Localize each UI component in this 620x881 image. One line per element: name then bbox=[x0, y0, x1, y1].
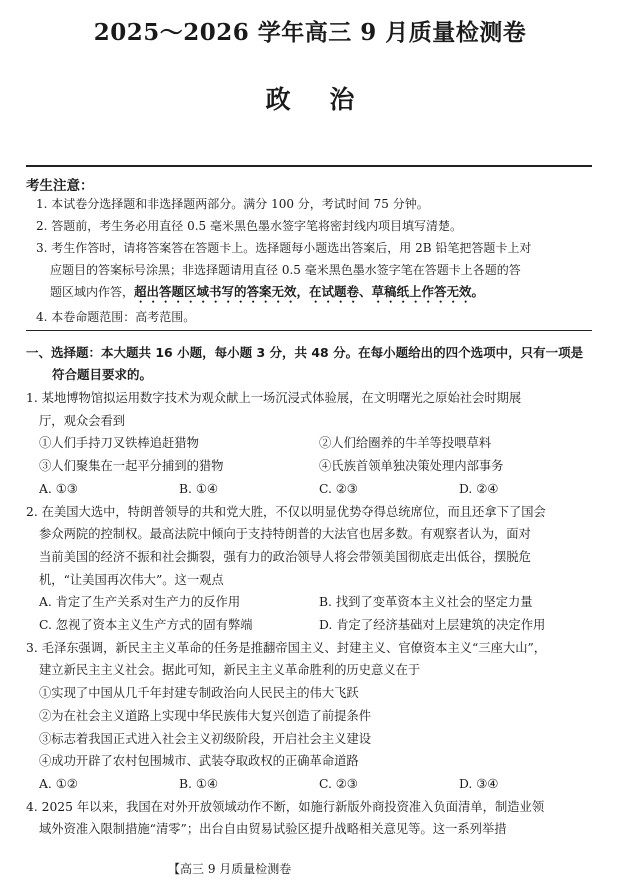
question-stem: 机，“让美国再次伟大”。这一观点 bbox=[39, 572, 224, 587]
notice-item: 3. 考生作答时，请将答案答在答题卡上。选择题每小题选出答案后，用 2B 铅笔把答题卡上对 bbox=[36, 241, 532, 255]
option-c: C. ②③ bbox=[319, 481, 358, 496]
section-instruction-cont: 符合题目要求的。 bbox=[52, 367, 153, 382]
notice-item: 4. 本卷命题范围：高考范围。 bbox=[36, 310, 196, 324]
statement: ③人们聚集在一起平分捕到的猎物 bbox=[39, 459, 224, 474]
option-b: B. 找到了变革资本主义社会的坚定力量 bbox=[319, 595, 533, 610]
bottom-divider bbox=[26, 330, 592, 331]
option-row bbox=[26, 591, 601, 614]
option-d: D. 肯定了经济基础对上层建筑的决定作用 bbox=[319, 618, 546, 633]
statement-row bbox=[26, 432, 601, 455]
statement: ③标志着我国正式进入社会主义初级阶段，开启社会主义建设 bbox=[39, 731, 372, 746]
notice-item bbox=[36, 281, 592, 306]
notice-emphasis: 超出答题区域书写的答案无效，在试题卷、草稿纸上作答无效。 bbox=[134, 284, 485, 299]
section-instruction: 一、选择题：本大题共 16 小题，每小题 3 分，共 48 分。在每小题给出的四个选项中，只有一项是 bbox=[26, 345, 584, 360]
exam-title: 2025～2026 学年高三 9 月质量检测卷 bbox=[93, 19, 527, 46]
notice-item-text: 题区域内作答， bbox=[50, 285, 135, 299]
option-a: A. 肯定了生产关系对生产力的反作用 bbox=[39, 595, 241, 610]
statement: ②为在社会主义道路上实现中华民族伟大复兴创造了前提条件 bbox=[39, 708, 372, 723]
question-3 bbox=[26, 637, 601, 796]
statement: ①实现了中国从几千年封建专制政治向人民民主的伟大飞跃 bbox=[39, 686, 359, 701]
option-c: C. ②③ bbox=[319, 776, 358, 791]
option-d: D. ②④ bbox=[459, 481, 499, 496]
question-stem: 参众两院的控制权。最高法院中倾向于支持特朗普的大法官也居多数。有观察者认为，面对 bbox=[39, 527, 531, 542]
option-row bbox=[26, 773, 601, 796]
section-header bbox=[26, 342, 596, 386]
question-stem: 当前美国的经济不振和社会撕裂，强有力的政治领导人将会带领美国彻底走出低谷，摆脱危 bbox=[39, 549, 531, 564]
option-d: D. ③④ bbox=[459, 776, 499, 791]
notice-title: 考生注意： bbox=[26, 178, 94, 194]
option-b: B. ①④ bbox=[179, 481, 218, 496]
subject-title: 政 治 bbox=[265, 85, 355, 114]
statement: ④成功开辟了农村包围城市、武装夺取政权的正确革命道路 bbox=[39, 754, 359, 769]
question-stem: 1. 某地博物馆拟运用数字技术为观众献上一场沉浸式体验展，在文明曙光之原始社会时期展 bbox=[26, 391, 522, 405]
notice-item: 1. 本试卷分选择题和非选择题两部分。满分 100 分，考试时间 75 分钟。 bbox=[36, 197, 429, 211]
option-c: C. 忽视了资本主义生产方式的固有弊端 bbox=[39, 618, 253, 633]
top-divider bbox=[26, 165, 592, 167]
option-b: B. ①④ bbox=[179, 776, 218, 791]
question-stem: 厅，观众会看到 bbox=[39, 413, 126, 428]
question-stem: 建立新民主主义社会。据此可知，新民主主义革命胜利的历史意义在于 bbox=[39, 663, 421, 678]
notice-list bbox=[36, 193, 592, 328]
notice-item: 应题目的答案标号涂黑；非选择题请用直径 0.5 毫米黑色墨水签字笔在答题卡上各题的答 bbox=[50, 263, 521, 277]
question-stem: 3. 毛泽东强调，新民主主义革命的任务是推翻帝国主义、封建主义、官僚资本主义“三座大山”， bbox=[26, 640, 547, 655]
statement: ②人们给圈养的牛羊等投喂草料 bbox=[319, 436, 492, 451]
option-row bbox=[26, 614, 601, 637]
question-stem: 4. 2025 年以来，我国在对外开放领域动作不断，如施行新版外商投资准入负面清单，制造业领 bbox=[26, 799, 545, 814]
notice-item: 2. 答题前，考生务必用直径 0.5 毫米黑色墨水签字笔将密封线内项目填写清楚。 bbox=[36, 219, 462, 233]
statement: ④氏族首领单独决策处理内部事务 bbox=[319, 459, 504, 474]
statement: ①人们手持刀叉铁棒追赶猎物 bbox=[39, 436, 199, 451]
option-a: A. ①② bbox=[39, 776, 78, 791]
question-2 bbox=[26, 501, 601, 637]
option-row bbox=[26, 478, 601, 501]
question-1 bbox=[26, 387, 601, 501]
statement-row bbox=[26, 455, 601, 478]
question-4 bbox=[26, 796, 601, 841]
question-stem: 域外资准入限制措施“清零”；出台自由贸易试验区提升战略相关意见等。这一系列举措 bbox=[39, 822, 507, 837]
question-stem: 2. 在美国大选中，特朗普领导的共和党大胜，不仅以明显优势夺得总统席位，而且还拿下了国会 bbox=[26, 504, 546, 519]
option-a: A. ①③ bbox=[39, 481, 78, 496]
page-footer: 【高三 9 月质量检测卷 bbox=[168, 862, 292, 876]
question-list bbox=[26, 387, 601, 841]
